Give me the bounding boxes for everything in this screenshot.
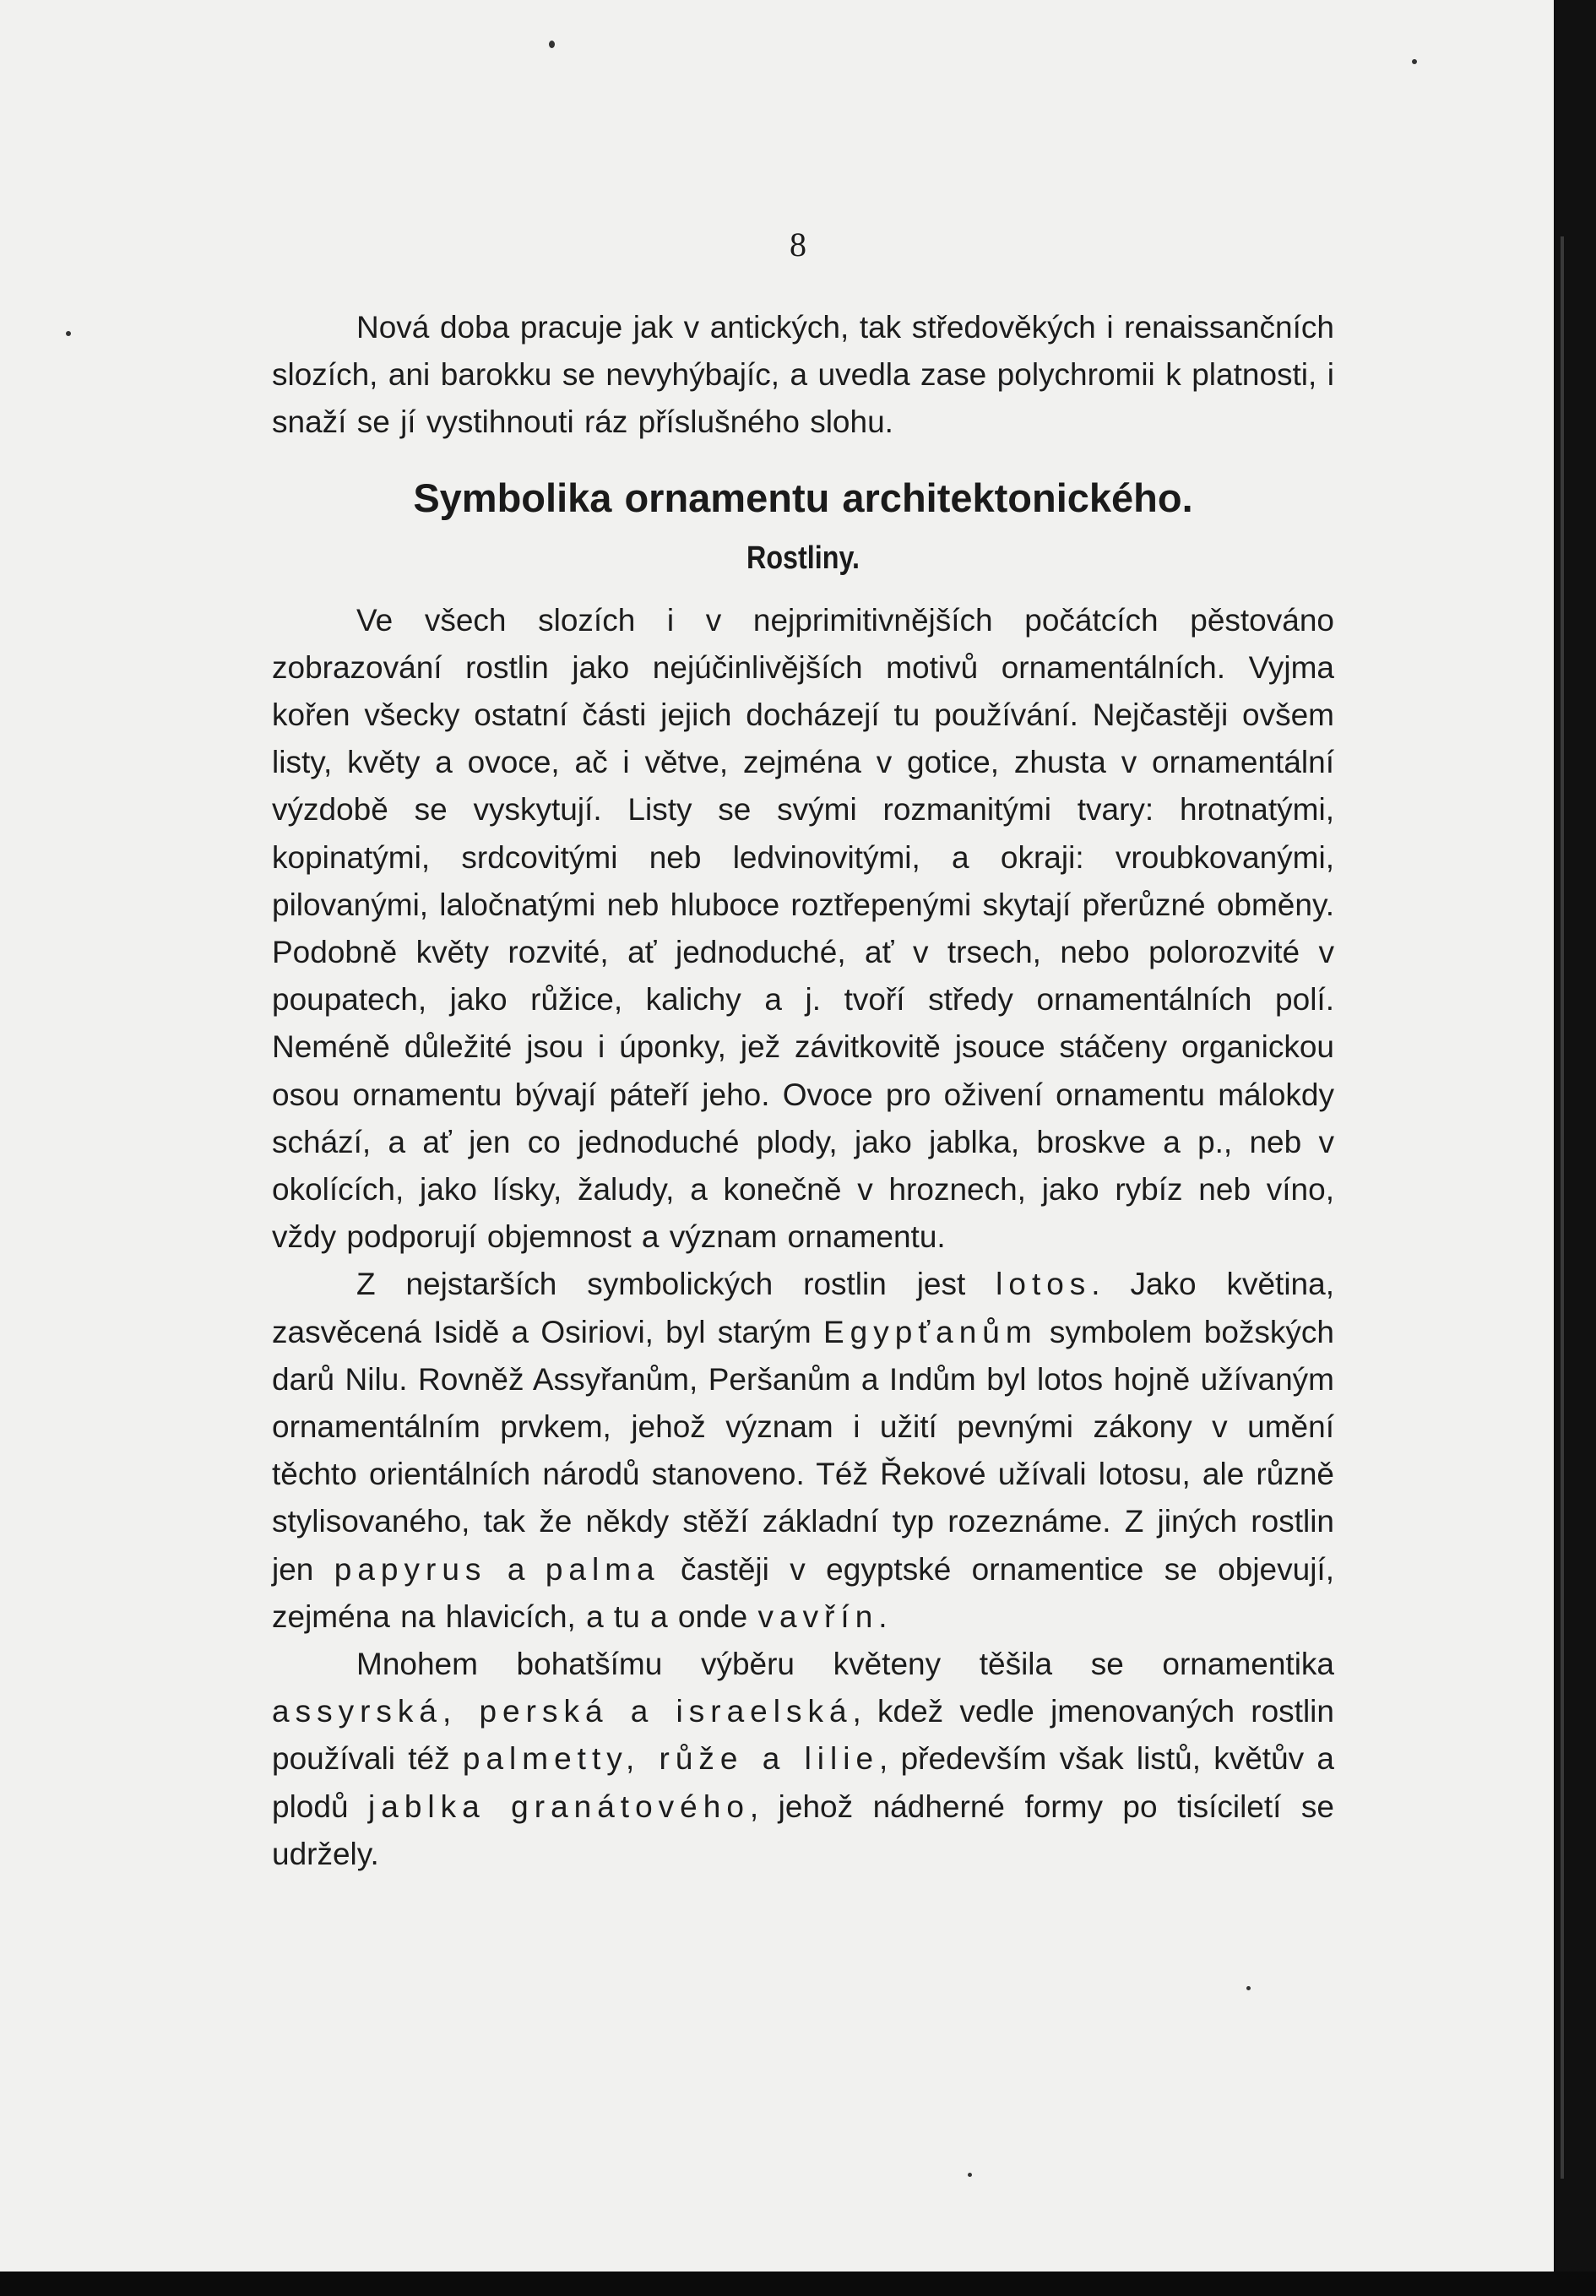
text-run: . [878,1599,888,1634]
ink-speck [1412,59,1417,64]
section-title: Symbolika ornamentu architektonického. [413,475,1193,520]
ink-speck [549,41,555,48]
text-run: , především však listů, květův a plodů [272,1741,1334,1824]
intro-paragraph: Nová doba pracuje jak v antických, tak středověkých i renaissančních slozích, ani barokku se nevyhýbajíc, a uvedla zase polychromii k platnosti, i snaží se jí vystihnouti ráz příslušného slohu. [272,310,1334,440]
text-run: , kdež vedle jmenovaných rostlin používali též [272,1694,1334,1777]
text-run: a [486,1551,546,1587]
text-run: Mnohem bohatšímu výběru květeny těšila se ornamentika [356,1647,1334,1682]
text-run: častěji v egyptské ornamentice se objevují, zejména na hlavicích, a tu a onde [272,1551,1334,1634]
paragraph-lotus [272,1261,1334,1641]
spaced-term-jablka: jablka granátového [368,1788,750,1824]
spaced-term-assyrska: assyrská, perská a israelská [272,1694,853,1729]
ink-speck [66,331,71,336]
spaced-term-papyrus: papyrus [334,1551,487,1587]
text-run: , jehož nádherné formy po tisíciletí se udržely. [272,1788,1334,1871]
spaced-term-palmetty: palmetty, růže a lilie [462,1741,880,1777]
paragraph-plants-motifs: Ve všech slozích i v nejprimitivnějších počátcích pěstováno zobrazování rostlin jako nejúčinlivějších motivů ornamentálních. Vyjma kořen všecky ostatní části jejich docházejí tu používání. Nejčastěji ovšem listy, květy a ovoce, ač i větve, zejména v gotice, zhusta v ornamentální výzdobě se vyskytují. Listy se svými rozmanitými tvary: hrotnatými, kopinatými, srdcovitými neb ledvinovitými, a okraji: vroubkovanými, pilovanými, laločnatými neb hluboce roztřepenými skytají přerůzné obměny. Podobně květy rozvité, ať jednoduché, ať v trsech, nebo polorozvité v poupatech, jako růžice, kalichy a j. tvoří středy ornamentálních polí. Neméně důležité jsou i úponky, jež závitkovitě jsouce stáčeny organickou osou ornamentu bývají páteří jeho. Ovoce pro oživení ornamentu málokdy schází, a ať jen co jednoduché plody, jako jablka, broskve a p., neb v okolících, jako lísky, žaludy, a konečně v hroznech, jako rybíz neb víno, vždy podporují objemnost a význam ornamentu. [272,602,1334,1255]
subsection-title: Rostliny. [746,540,860,576]
page-number: 8 [790,225,806,263]
spaced-term-egyptanum: Egypťanům [822,1314,1038,1349]
page-edge-line [1561,236,1564,2179]
scan-border-bottom [0,2272,1596,2296]
spaced-term-lotos: lotos [996,1267,1092,1302]
ink-speck [968,2173,972,2177]
text-run: . Jako květina, zasvěcená Isidě a Osiriovi, byl starým [272,1267,1334,1349]
paragraph-assyrian [272,1641,1334,1878]
text-run: Z nejstarších symbolických rostlin jest [356,1267,996,1302]
ink-speck [1246,1986,1251,1990]
spaced-term-vavrin: vavřín [757,1599,879,1634]
page-body [272,304,1334,1878]
spaced-term-palma: palma [545,1551,660,1587]
text-run: symbolem božských darů Nilu. Rovněž Assyřanům, Peršanům a Indům byl lotos hojně užívaným ornamentálním prvkem, jehož význam i užití pevnými zákony v umění těchto orientálních národů stanoveno. Též Řekové užívali lotosu, ale různě stylisovaného, tak že někdy stěží základní typ rozeznáme. Z jiných rostlin jen [272,1314,1334,1587]
